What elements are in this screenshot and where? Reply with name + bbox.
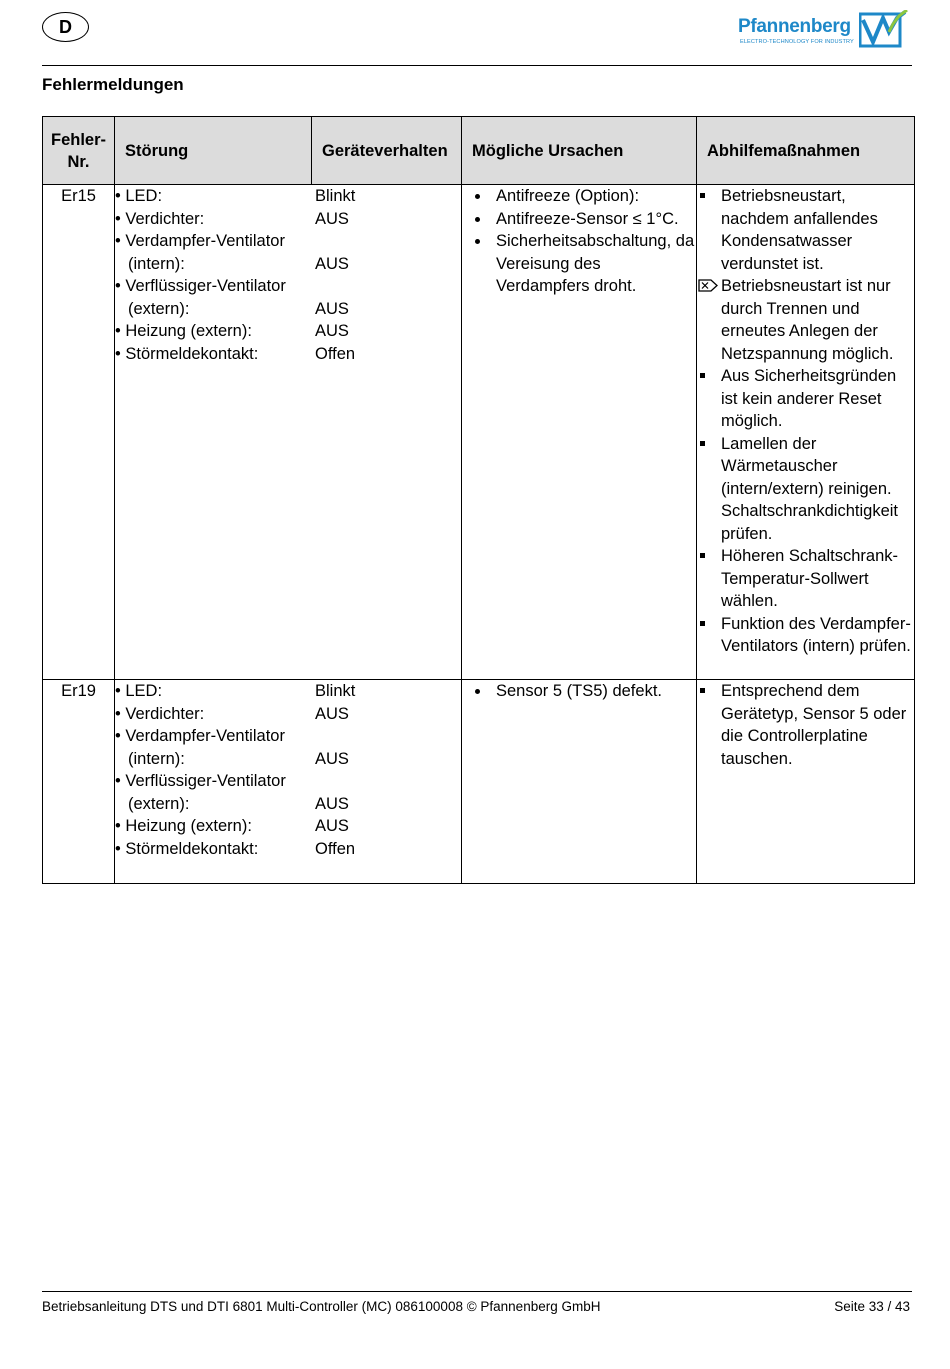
remedy-item: Aus Sicherheitsgründen ist kein anderer Reset möglich. [697,365,914,433]
remedy-note [697,275,914,365]
device-behavior [115,680,462,884]
logo-name: Pfannenberg [738,16,851,37]
behavior-label: • Heizung (extern): [115,817,252,835]
remedies [697,185,915,680]
cause-item: Sicherheitsabschaltung, da Vereisung des Verdampfers droht. [472,230,696,298]
behavior-label: • Störmeldekontakt: [115,839,259,858]
behavior-value: Blinkt [315,682,356,700]
table-row [43,680,915,884]
behavior-value: AUS [315,704,349,723]
col-header-ursachen: Mögliche Ursachen [462,117,697,185]
error-number: Er19 [43,680,115,884]
behavior-label: • Störmeldekontakt: [115,344,259,363]
note-hand-icon [698,278,718,293]
remedy-item: Funktion des Verdampfer-Ventilators (intern) prüfen. [697,613,914,658]
behavior-value: AUS [315,749,349,768]
behavior-value: Blinkt [315,187,356,205]
behavior-value: AUS [315,209,349,228]
logo-tagline: ELECTRO-TECHNOLOGY FOR INDUSTRY [740,39,854,45]
possible-causes [462,680,697,884]
remedy-item: Lamellen der Wärmetauscher (intern/extern) reinigen. Schaltschrankdichtigkeit prüfen. [697,433,914,546]
behavior-label: • Verdichter: [115,704,205,723]
behavior-label: • Heizung (extern): [115,322,252,340]
behavior-label: • Verdampfer-Ventilator [115,727,285,745]
behavior-label: (intern): [128,254,185,273]
behavior-value: AUS [315,322,349,340]
pfannenberg-mark-icon [859,10,909,48]
behavior-value: Offen [315,344,356,363]
col-header-nr-line2: Nr. [67,152,90,171]
remedy-item: Höheren Schaltschrank-Temperatur-Sollwert wählen. [697,545,914,613]
pfannenberg-logo [738,6,910,50]
footer-document-info: Betriebsanleitung DTS und DTI 6801 Multi-Controller (MC) 086100008 © Pfannenberg GmbH [42,1299,601,1314]
footer-divider [42,1291,912,1292]
col-header-geraeteverhalten: Geräteverhalten [312,117,462,185]
behavior-label: (extern): [128,794,190,813]
behavior-value: AUS [315,299,349,318]
remedy-item: Entsprechend dem Gerätetyp, Sensor 5 oder die Controllerplatine tauschen. [697,680,914,770]
col-header-stoerung: Störung [115,117,312,185]
behavior-label: (extern): [128,299,190,318]
cause-item: Antifreeze (Option): [472,185,696,208]
cause-item: Sensor 5 (TS5) defekt. [472,680,696,703]
behavior-value: AUS [315,254,349,273]
behavior-label: • Verflüssiger-Ventilator [115,772,286,790]
device-behavior [115,185,462,680]
behavior-value: Offen [315,839,356,858]
behavior-label: • Verdampfer-Ventilator [115,232,285,250]
footer-page-number: Seite 33 / 43 [834,1299,910,1314]
behavior-value: AUS [315,817,349,835]
behavior-label: • Verflüssiger-Ventilator [115,277,286,295]
error-messages-table [42,116,915,884]
col-header-nr [43,117,115,185]
remedies [697,680,915,884]
header-divider [42,65,912,66]
behavior-label: • LED: [115,682,163,700]
col-header-nr-line1: Fehler- [50,130,106,149]
behavior-label: (intern): [128,749,185,768]
remedy-note-text: Betriebsneustart ist nur durch Trennen und erneutes Anlegen der Netzspannung möglich. [721,277,894,363]
table-row [43,185,915,680]
language-badge: D [42,12,89,42]
possible-causes [462,185,697,680]
cause-item: Antifreeze-Sensor ≤ 1°C. [472,208,696,231]
behavior-label: • Verdichter: [115,209,205,228]
behavior-label: • LED: [115,187,163,205]
remedy-item: Betriebsneustart, nachdem anfallendes Kondensatwasser verdunstet ist. [697,185,914,275]
col-header-abhilfe: Abhilfemaßnahmen [697,117,915,185]
error-number: Er15 [43,185,115,680]
section-title: Fehlermeldungen [42,75,184,94]
table-header-row [43,117,915,185]
behavior-value: AUS [315,794,349,813]
